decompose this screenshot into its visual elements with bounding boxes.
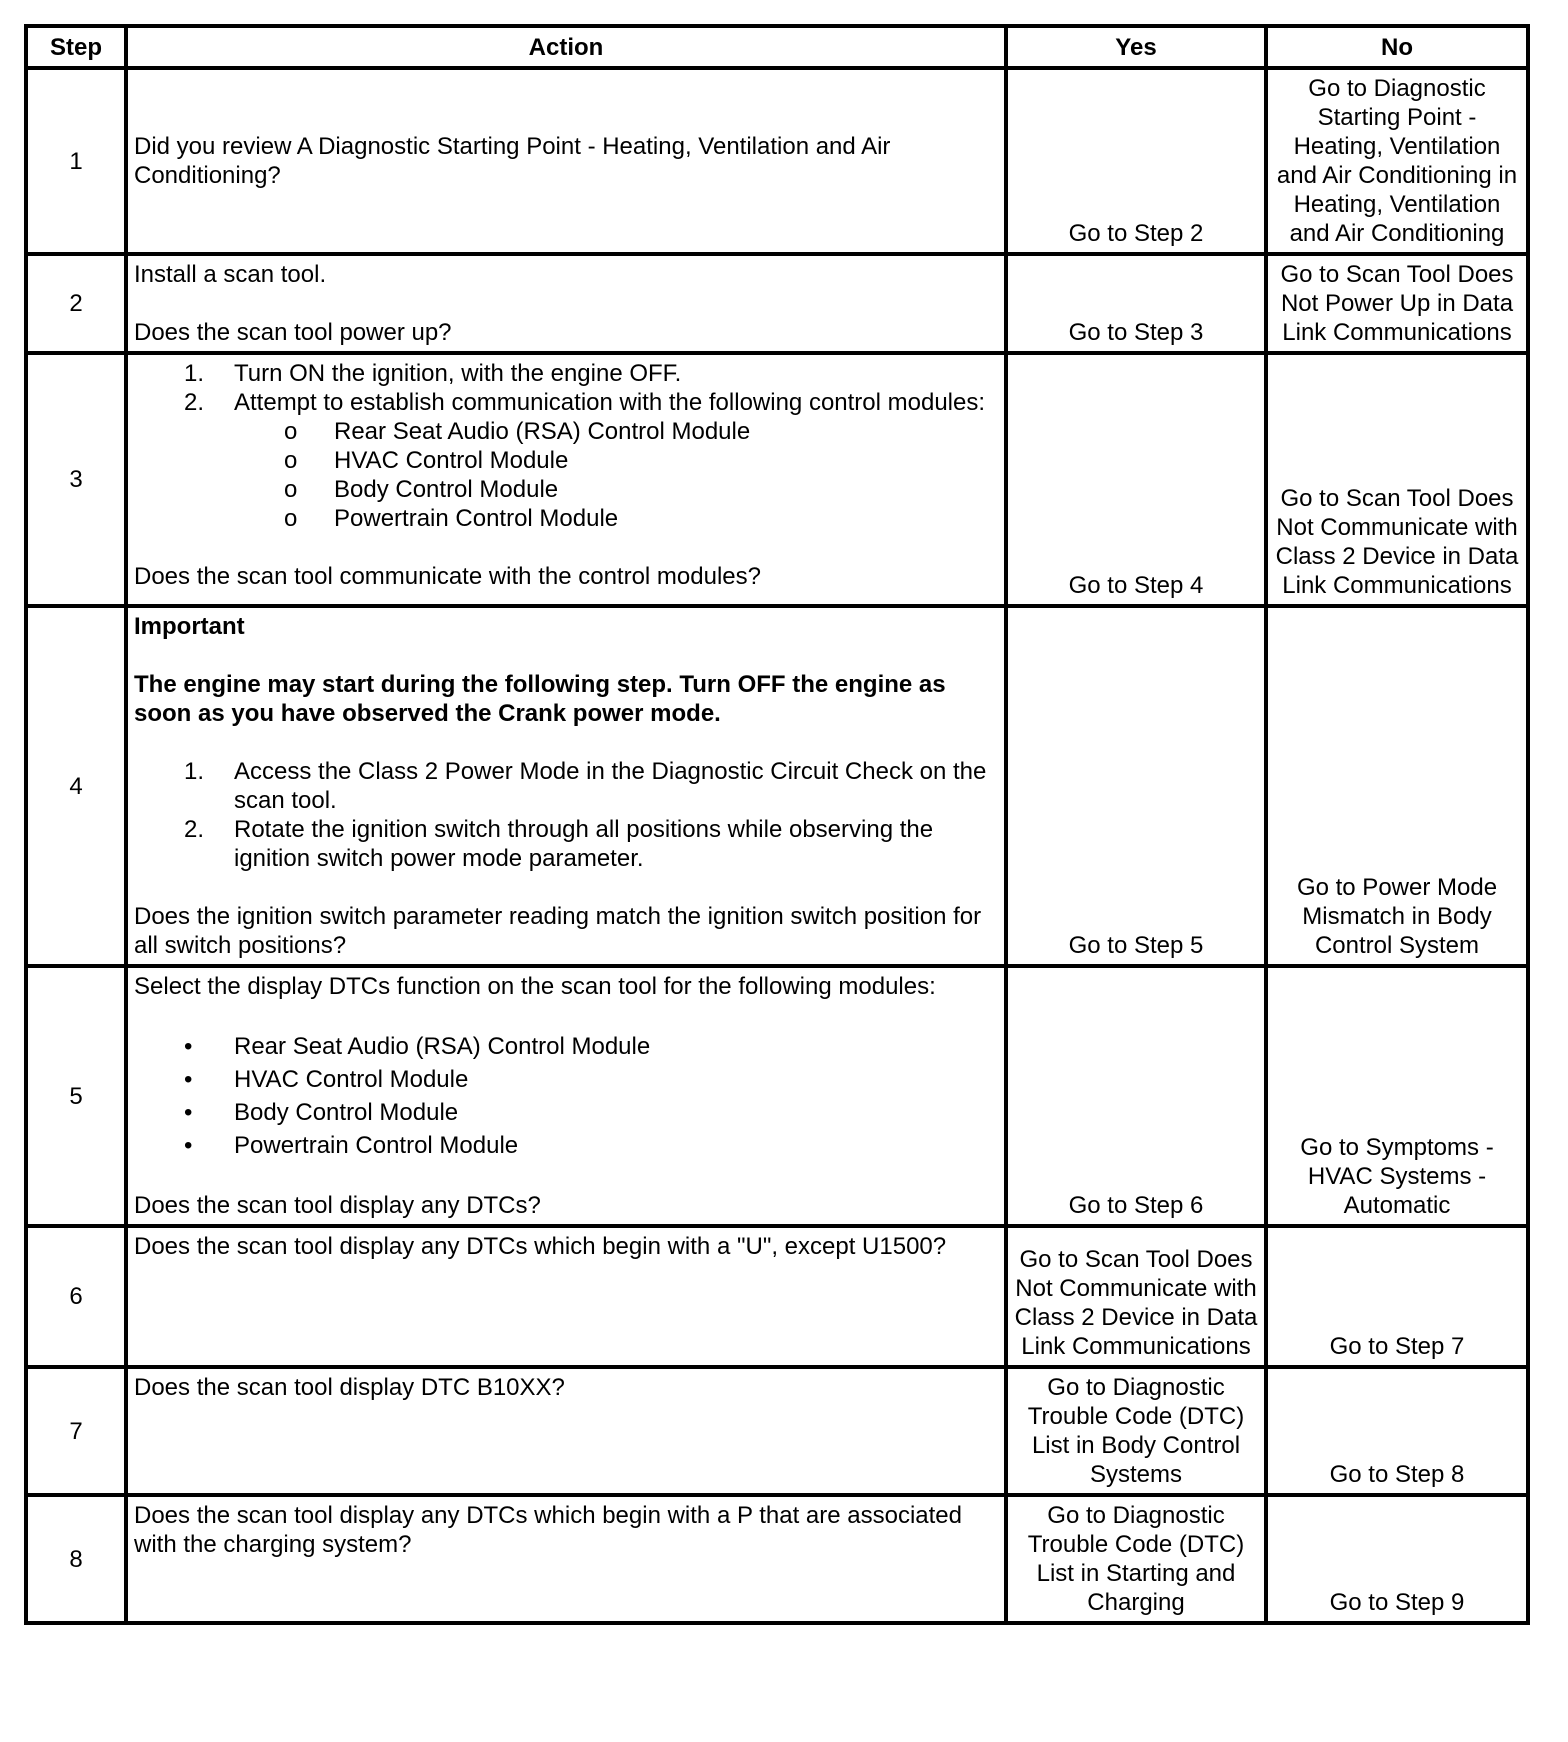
table-row <box>26 353 1528 606</box>
step-number: 4 <box>26 606 126 966</box>
spacer <box>134 1162 998 1191</box>
step-number: 1 <box>26 68 126 254</box>
action-cell: Did you review A Diagnostic Starting Point - Heating, Ventilation and Air Conditioning? <box>126 68 1006 254</box>
no-cell: Go to Scan Tool Does Not Communicate with Class 2 Device in Data Link Communications <box>1266 353 1528 606</box>
action-cell <box>126 606 1006 966</box>
spacer <box>134 728 998 757</box>
step-number: 5 <box>26 966 126 1226</box>
header-action: Action <box>126 26 1006 68</box>
yes-cell: Go to Diagnostic Trouble Code (DTC) List in Starting and Charging <box>1006 1495 1266 1623</box>
bullet-item: • Rear Seat Audio (RSA) Control Module <box>184 1033 651 1060</box>
spacer <box>134 1001 998 1030</box>
diagnostic-table <box>24 24 1530 1625</box>
important-title: Important <box>134 613 245 640</box>
no-cell: Go to Scan Tool Does Not Power Up in Data Link Communications <box>1266 254 1528 353</box>
no-cell: Go to Power Mode Mismatch in Body Control System <box>1266 606 1528 966</box>
yes-cell: Go to Step 2 <box>1006 68 1266 254</box>
table-row <box>26 1495 1528 1623</box>
yes-cell: Go to Scan Tool Does Not Communicate with Class 2 Device in Data Link Communications <box>1006 1226 1266 1367</box>
action-cell: Does the scan tool display any DTCs which begin with a P that are associated with the charging system? <box>126 1495 1006 1623</box>
yes-cell: Go to Step 6 <box>1006 966 1266 1226</box>
spacer <box>134 873 998 902</box>
table-row <box>26 966 1528 1226</box>
step-number: 7 <box>26 1367 126 1495</box>
yes-cell: Go to Step 3 <box>1006 254 1266 353</box>
sub-list-item: o Body Control Module <box>284 476 559 503</box>
step-number: 8 <box>26 1495 126 1623</box>
yes-cell: Go to Step 4 <box>1006 353 1266 606</box>
bullet-item: • Powertrain Control Module <box>184 1132 519 1159</box>
sub-list-item: o HVAC Control Module <box>284 447 569 474</box>
no-cell: Go to Symptoms - HVAC Systems - Automatic <box>1266 966 1528 1226</box>
no-cell: Go to Step 7 <box>1266 1226 1528 1367</box>
sub-list-item: o Rear Seat Audio (RSA) Control Module <box>284 418 751 445</box>
step-number: 6 <box>26 1226 126 1367</box>
yes-cell: Go to Step 5 <box>1006 606 1266 966</box>
action-intro: Select the display DTCs function on the scan tool for the following modules: <box>134 973 936 1000</box>
step-number: 2 <box>26 254 126 353</box>
no-cell: Go to Step 8 <box>1266 1367 1528 1495</box>
spacer <box>134 289 998 318</box>
action-question: Does the scan tool power up? <box>134 319 452 346</box>
header-row <box>26 26 1528 68</box>
action-intro: Install a scan tool. <box>134 261 327 288</box>
action-cell <box>126 353 1006 606</box>
action-question: Does the ignition switch parameter reading match the ignition switch position for all switch positions? <box>134 903 982 959</box>
yes-cell: Go to Diagnostic Trouble Code (DTC) List in Body Control Systems <box>1006 1367 1266 1495</box>
table-row <box>26 254 1528 353</box>
important-text: The engine may start during the following step. Turn OFF the engine as soon as you have observed the Crank power mode. <box>134 671 946 727</box>
spacer <box>134 533 998 562</box>
header-yes: Yes <box>1006 26 1266 68</box>
list-item: 1. Access the Class 2 Power Mode in the Diagnostic Circuit Check on the scan tool. <box>184 758 987 814</box>
list-item: 1. Turn ON the ignition, with the engine OFF. <box>184 360 682 387</box>
header-step: Step <box>26 26 126 68</box>
action-cell <box>126 966 1006 1226</box>
bullet-item: • Body Control Module <box>184 1099 459 1126</box>
table-row <box>26 68 1528 254</box>
bullet-item: • HVAC Control Module <box>184 1066 469 1093</box>
list-item: 2. Attempt to establish communication with the following control modules: <box>184 389 986 416</box>
table-row <box>26 1226 1528 1367</box>
header-no: No <box>1266 26 1528 68</box>
action-cell: Does the scan tool display any DTCs which begin with a "U", except U1500? <box>126 1226 1006 1367</box>
no-cell: Go to Step 9 <box>1266 1495 1528 1623</box>
action-cell <box>126 254 1006 353</box>
step-number: 3 <box>26 353 126 606</box>
action-question: Does the scan tool display any DTCs? <box>134 1192 541 1219</box>
table-row <box>26 1367 1528 1495</box>
spacer <box>134 641 998 670</box>
table-row <box>26 606 1528 966</box>
action-cell: Does the scan tool display DTC B10XX? <box>126 1367 1006 1495</box>
sub-list-item: o Powertrain Control Module <box>284 505 619 532</box>
list-item: 2. Rotate the ignition switch through all positions while observing the ignition switch power mode parameter. <box>184 816 934 872</box>
action-question: Does the scan tool communicate with the control modules? <box>134 563 761 590</box>
no-cell: Go to Diagnostic Starting Point - Heating, Ventilation and Air Conditioning in Heating, Ventilation and Air Conditioning <box>1266 68 1528 254</box>
